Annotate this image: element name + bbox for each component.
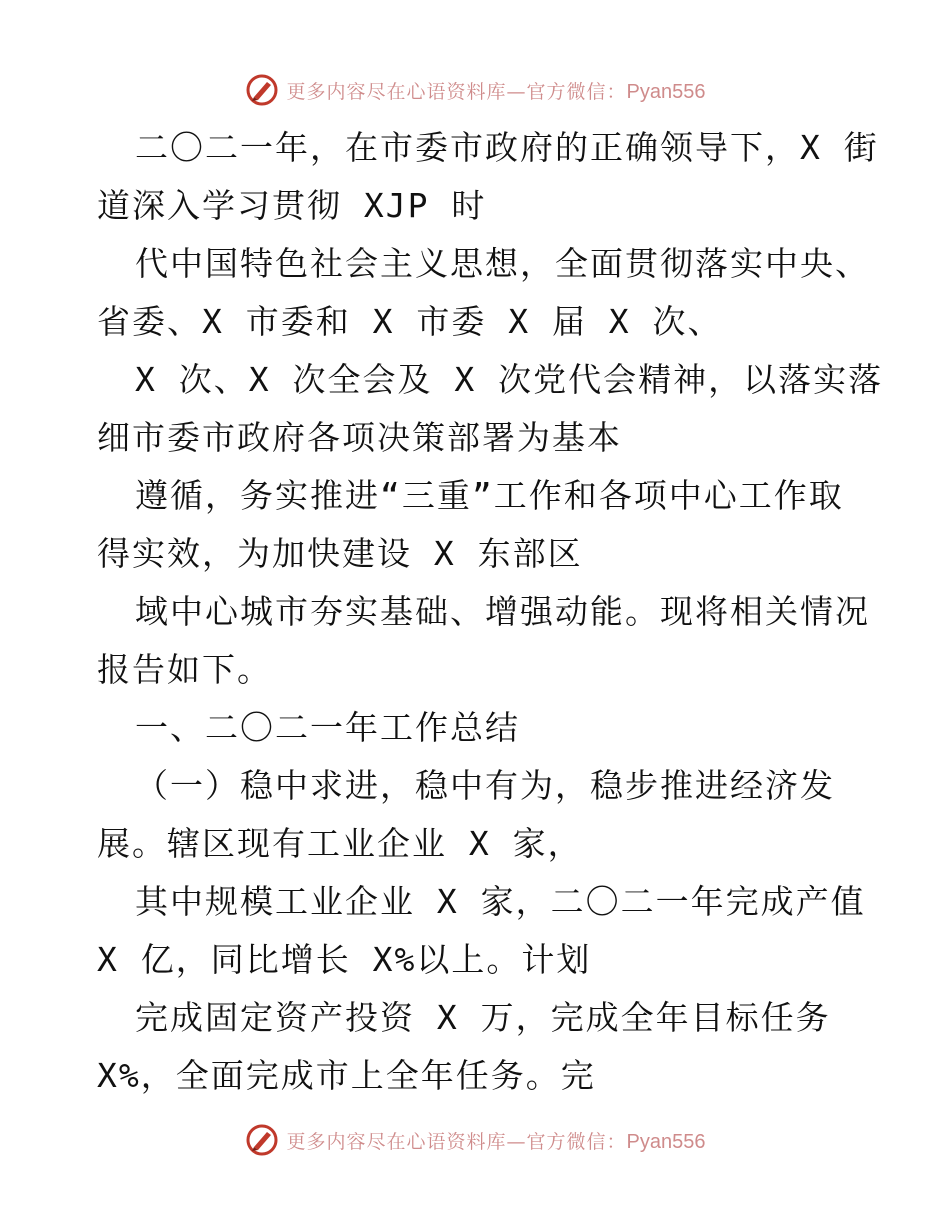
watermark-logo-icon (245, 1123, 279, 1157)
watermark-footer (0, 1120, 950, 1160)
text-line: 其中规模工业企业 X 家，二〇二一年完成产值 (135, 882, 866, 921)
text-line: X 次、X 次全会及 X 次党代会精神，以落实落 (135, 360, 884, 399)
watermark-text: 更多内容尽在心语资料库—官方微信：Pyan556 (286, 1130, 706, 1153)
text-line: 省委、X 市委和 X 市委 X 届 X 次、 (97, 302, 723, 341)
watermark-text: 更多内容尽在心语资料库—官方微信：Pyan556 (286, 80, 706, 103)
section-heading: 一、二〇二一年工作总结 (135, 708, 520, 747)
text-line: 报告如下。 (97, 650, 272, 689)
text-line: 得实效，为加快建设 X 东部区 (97, 534, 583, 573)
text-line: 细市委市政府各项决策部署为基本 (97, 418, 622, 457)
watermark-logo-icon (245, 73, 279, 107)
text-line: 遵循，务实推进“三重”工作和各项中心工作取 (135, 476, 844, 515)
text-line: X%，全面完成市上全年任务。完 (97, 1056, 596, 1095)
watermark-header (0, 70, 950, 110)
text-line: 代中国特色社会主义思想，全面贯彻落实中央、 (135, 244, 870, 283)
text-line: 完成固定资产投资 X 万，完成全年目标任务 (135, 998, 831, 1037)
text-line: 展。辖区现有工业企业 X 家， (97, 824, 583, 863)
text-line: X 亿，同比增长 X%以上。计划 (97, 940, 592, 979)
text-line: 道深入学习贯彻 XJP 时 (97, 186, 487, 225)
text-line: （一）稳中求进，稳中有为，稳步推进经济发 (135, 766, 835, 805)
text-line: 二〇二一年，在市委市政府的正确领导下，X 街 (135, 128, 879, 167)
text-line: 域中心城市夯实基础、增强动能。现将相关情况 (135, 592, 870, 631)
